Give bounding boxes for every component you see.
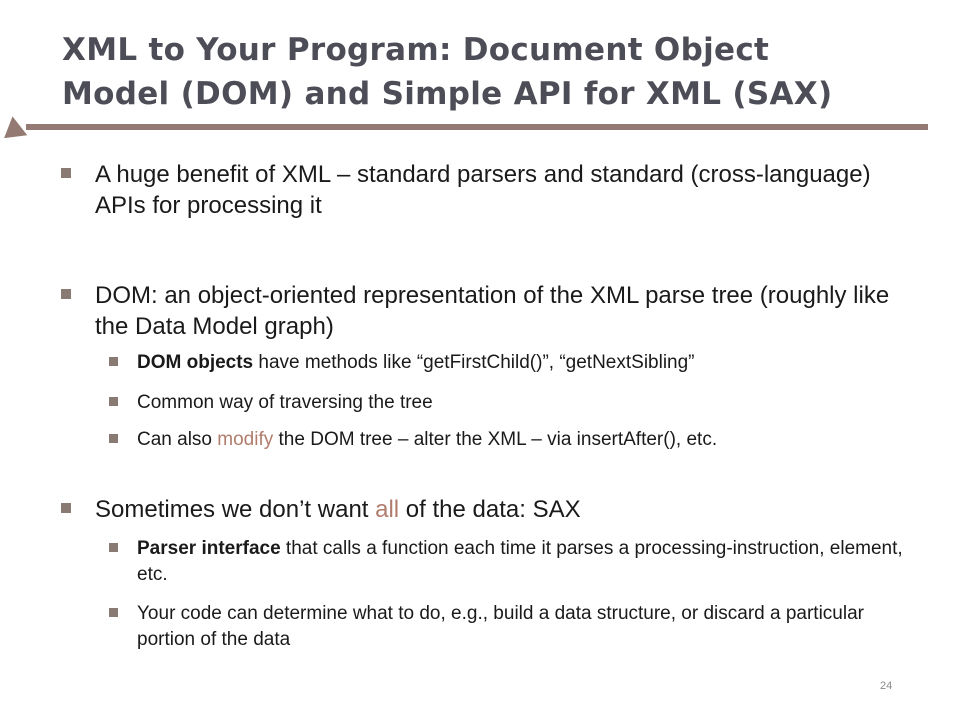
sub-bullet-dom-objects-text: have methods like “getFirstChild()”, “getNextSibling” <box>253 352 695 373</box>
term-dom-objects: DOM objects <box>137 352 254 373</box>
slide-title-line-2: Model (DOM) and Simple API for XML (SAX) <box>62 76 833 112</box>
sub-bullet-square-icon <box>109 357 118 366</box>
term-parser-interface: Parser interface <box>137 538 281 559</box>
highlight-all: all <box>375 496 400 523</box>
sub-bullet-traversal: Common way of traversing the tree <box>137 392 433 413</box>
sub-bullet-modify <box>137 427 907 453</box>
sub-bullet-parser-interface-text: that calls a function each time it parses a processing-instruction, element, etc. <box>137 538 903 585</box>
highlight-modify: modify <box>217 429 274 450</box>
bullet-sax-intro <box>95 494 915 525</box>
sub-bullet-square-icon <box>109 543 118 552</box>
sub-bullet-square-icon <box>109 434 118 443</box>
sub-bullet-modify-after: the DOM tree – alter the XML – via insertAfter(), etc. <box>273 429 718 450</box>
slide-title-line-1: XML to Your Program: Document Object <box>62 32 770 68</box>
bullet-xml-benefit: A huge benefit of XML – standard parsers and standard (cross-language) APIs for processing it <box>95 161 871 219</box>
sub-bullet-square-icon <box>109 608 118 617</box>
bullet-square-icon <box>61 289 71 299</box>
bullet-square-icon <box>61 503 71 513</box>
page-number: 24 <box>880 680 893 692</box>
bullet-dom-definition: DOM: an object-oriented representation of the XML parse tree (roughly like the Data Model graph) <box>95 282 890 340</box>
sub-bullet-your-code: Your code can determine what to do, e.g., build a data structure, or discard a particular portion of the data <box>137 603 864 650</box>
sub-bullet-modify-before: Can also <box>137 429 218 450</box>
bullet-square-icon <box>61 168 71 178</box>
sub-bullet-parser-interface <box>137 536 907 588</box>
sub-bullet-square-icon <box>109 397 118 406</box>
bullet-sax-before: Sometimes we don’t want <box>95 496 376 523</box>
sub-bullet-dom-objects <box>137 350 907 376</box>
bullet-sax-after: of the data: SAX <box>399 496 581 523</box>
